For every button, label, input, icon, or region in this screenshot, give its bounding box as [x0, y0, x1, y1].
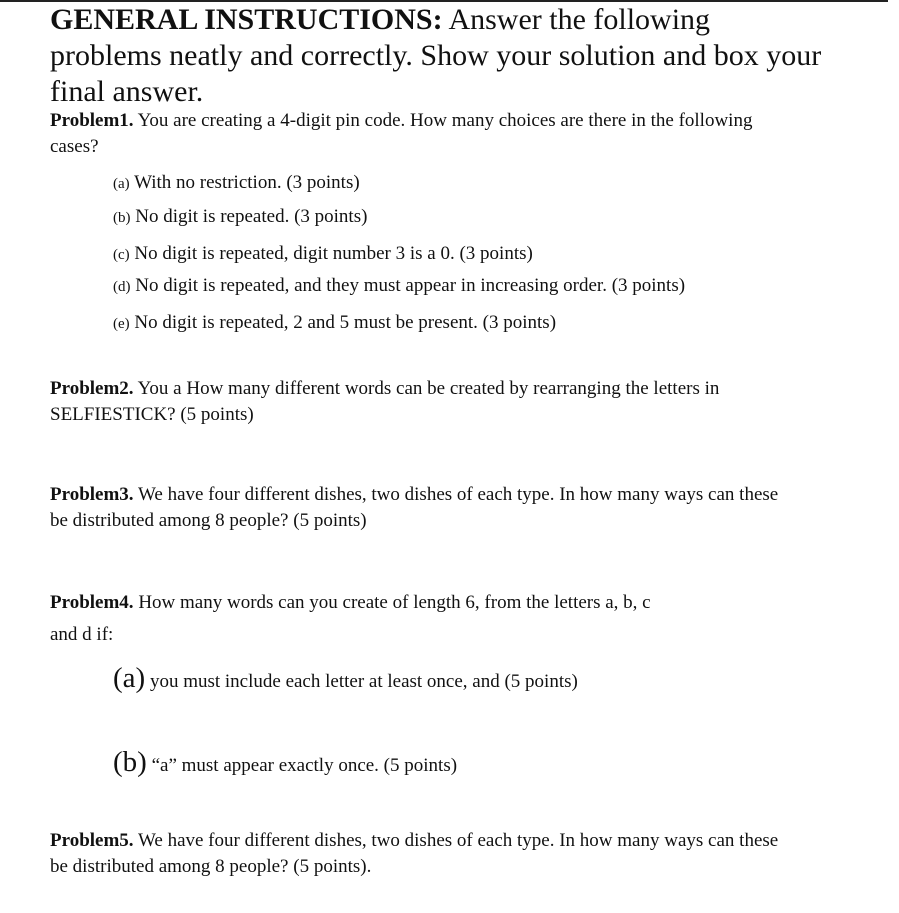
problem-1-line-2: cases? [50, 136, 99, 157]
problem-3-line-2: be distributed among 8 people? (5 points) [50, 510, 367, 531]
problem-2-line-2: SELFIESTICK? (5 points) [50, 404, 254, 425]
problem-2 [50, 376, 719, 428]
problem-5-label: Problem5. [50, 830, 134, 851]
problem-1-part-e: (e) No digit is repeated, 2 and 5 must be present. (3 points) [113, 312, 557, 333]
problem-4-part-b: (b) “a” must appear exactly once. (5 points) [113, 746, 458, 778]
problem-3 [50, 482, 778, 534]
problem-2-label: Problem2. [50, 378, 134, 399]
problem-1-part-a: (a) With no restriction. (3 points) [113, 172, 360, 193]
problem-1-part-d: (d) No digit is repeated, and they must appear in increasing order. (3 points) [113, 275, 686, 296]
problem-5-line-2: be distributed among 8 people? (5 points). [50, 856, 372, 877]
problem-5 [50, 828, 778, 880]
problem-1 [50, 108, 752, 160]
problem-4-line-1: Problem4. How many words can you create of length 6, from the letters a, b, c [50, 592, 651, 613]
instructions-line-3: final answer. [50, 75, 204, 108]
problem-4-line-2: and d if: [50, 624, 114, 645]
problem-2-line-1: Problem2. You a How many different words can be created by rearranging the letters in [50, 378, 720, 399]
problem-4-part-a: (a) you must include each letter at least once, and (5 points) [113, 662, 578, 694]
problem-1-part-c: (c) No digit is repeated, digit number 3 is a 0. (3 points) [113, 243, 533, 264]
problem-3-label: Problem3. [50, 484, 134, 505]
general-instructions [50, 2, 821, 110]
problem-1-label: Problem1. [50, 110, 134, 131]
instructions-line-1: GENERAL INSTRUCTIONS: Answer the following [50, 3, 711, 36]
problem-4-label: Problem4. [50, 592, 134, 613]
problem-1-part-b: (b) No digit is repeated. (3 points) [113, 206, 368, 227]
instructions-label: GENERAL INSTRUCTIONS: [50, 3, 443, 36]
instructions-line-2: problems neatly and correctly. Show your solution and box your [50, 39, 822, 72]
problem-1-line-1: Problem1. You are creating a 4-digit pin code. How many choices are there in the following [50, 110, 753, 131]
problem-3-line-1: Problem3. We have four different dishes, two dishes of each type. In how many ways can these [50, 484, 779, 505]
problem-5-line-1: Problem5. We have four different dishes, two dishes of each type. In how many ways can these [50, 830, 779, 851]
